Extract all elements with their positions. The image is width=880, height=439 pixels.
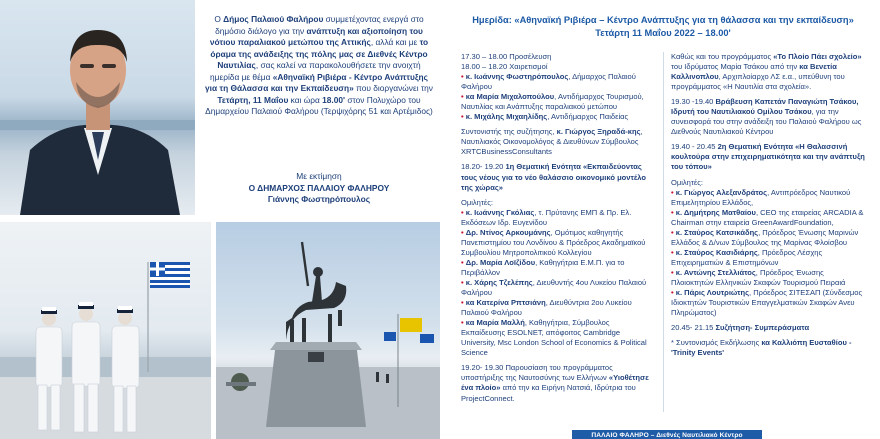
bullet-icon: • [671,187,674,197]
intro-paragraph: Ο Δήμος Παλαιού Φαλήρου συμμετέχοντας ενεργά στο δημόσιο διάλογο για την ανάπτυξη και αξιοποίηση του νότιου παραλιακού μετώπου της Αττικής, αλλά και με το όραμα της ανάδειξης της πόλης μας σε Διεθνές Κέντρο Ναυτιλίας, σας καλεί να παρακολουθήσετε την ανοιχτή ημερίδα με θέμα «Αθηναϊκή Ριβιέρα - Κέντρο Ανάπτυξης για τη Θάλασσα και την Εκπαίδευση» που διοργανώνει την Τετάρτη, 11 Μαΐου και ώρα 18.00' στον Πολυχώρο του Δημαρχείου Παλαιού Φαλήρου (Τερψιχόρης 51 και Αρτέμιδος) [205,14,433,117]
sailors-illustration [0,222,211,439]
statue-photo [216,222,440,439]
bullet-icon: • [671,247,674,257]
signature-block [204,171,434,206]
mayor-photo [0,0,195,215]
bullet-icon: • [671,227,674,237]
welcome-times: 17.30 – 18.00 Προσέλευση 18.00 – 18.20 Χαιρετισμοί • κ. Ιωάννης Φωστηρόπουλος, Δήμαρχος Παλαιού Φαλήρου • κα Μαρία Μιχαλοπούλου, Αντιδήμαρχος Τουρισμού, Ναυτιλίας και Ανάπτυξης παραλιακού μετώπου • κ. Μιχάλης Μιχαηλίδης, Αντιδήμαρχος Παιδείας [461,52,644,122]
session-1-speakers: Ομιλητές: • κ. Ιωάννης Γκόλιας, τ. Πρύτανης ΕΜΠ & Πρ. Ελ. Εκδόσεων Ιδρ. Ευγενίδου • Δρ. Ντίνος Αρκουμάνης, Ομότιμος καθηγητής Πανεπιστημίου του Λονδίνου & Πρόεδρος Ακαδημαϊκού Συμβουλίου Μητροπολιτικού Κολλεγίου • Δρ. Μαρία Λοϊζίδου, Καθηγήτρια Ε.Μ.Π. για το Περιβάλλον • κ. Χάρης Τζελέπης, Διευθυντής 4ου Λυκείου Παλαιού Φαλήρου • κα Κατερίνα Ρπτσιάνη, Διευθύντρια 2ου Λυκείου Παλαιού Φαλήρου • κα Μαρία Μαλλή, Καθηγήτρια, Σύμβουλος Εκπαίδευσης ESOLNET, απόφοιτος Cambridge University, Msc London School of Economics & Political Science [461,197,647,358]
event-header [446,14,880,40]
bullet-icon: • [461,227,464,237]
bullet-icon: • [461,318,464,328]
column-divider [663,52,664,412]
bullet-icon: • [461,298,464,308]
bullet-icon: • [461,257,464,267]
ship-school-paragraph: Καθώς και του προγράμματος «Το Πλοίο Πάει σχολείο» του Ιδρύματος Μαρία Τσάκου από την κα Βενετία Καλλινοπλου, Αρχιπλοίαρχο ΛΣ ε.α., υπεύθυνη του προγράμματος «Η Ναυτιλία στα σχολεία». [671,52,862,92]
event-date: Τετάρτη 11 Μαΐου 2022 – 18.00' [595,28,731,38]
signature-name: Γιάννης Φωστηρόπουλος [267,194,371,205]
mayor-portrait-illustration [0,0,195,215]
discussion-paragraph: 20.45- 21.15 Συζήτηση- Συμπεράσματα [671,323,810,333]
bullet-icon: • [461,72,464,82]
bullet-icon: • [671,207,674,217]
session-2-speakers: Ομιλητές: • κ. Γιώργος Αλεξανδράτος, Αντιπρόεδρος Ναυτικού Επιμελητηρίου Ελλάδος, • κ. Δημήτρης Ματθαίου, CEO της εταιρείας ARCADIA & Chairman στην εταιρεία GreenAwardFoundation, • κ. Σταύρος Κατσικάδης, Πρόεδρος Ένωσης Μαρινών Ελλάδος & Δ/νων Σύμβουλος της Μαρίνας Φλοίσβου • κ. Σταύρος Κασιδιάρης, Πρόεδρος Λέσχης Επιχειρηματιών & Επιστημόνων • κ. Αντώνης Στελλιάτος, Πρόεδρος Ένωσης Πλοιοκτητών Ελληνικών Σκαφών Τουρισμού Πειραιά • κ. Πάρις Λουτριώτης, Πρόεδρος ΣΙΤΕΣΑΠ (Σύνδεσμος Ιδιοκτητών Τουριστικών Επαγγελματικών Σκαφών Ανευ Πληρώματος) [671,177,864,318]
bullet-icon: • [671,267,674,277]
sailors-photo [0,222,211,439]
signature-title: Ο ΔΗΜΑΡΧΟΣ ΠΑΛΑΙΟΥ ΦΑΛΗΡΟΥ [248,182,390,193]
session-2-heading: 19.40 - 20.45 2η Θεματική Ενότητα «Η Θαλασσινή κουλτούρα στην επιχειρηματικότητα και την ανάπτυξη του τόπου» [671,142,865,172]
moderator-paragraph: Συντονιστής της συζήτησης, κ. Γιώργος Ξηραδά-κης, Ναυτιλιακός Οικονομολόγος & Διευθύνων Σύμβουλος XRTCBusinessConsultants [461,127,643,157]
signature-greeting: Με εκτίμηση [296,171,342,181]
bullet-icon: • [461,112,464,122]
statue-illustration [216,222,440,439]
coordination-paragraph: * Συντονισμός Εκδήλωσης κα Καλλιόπη Ευσταθίου - 'Trinity Events' [671,338,852,358]
bullet-icon: • [461,92,464,102]
award-paragraph: 19.30 -19.40 Βράβευση Καπετάν Παναγιώτη Τσάκου, Ιδρυτή του Ναυτιλιακού Ομίλου Τσάκου, για την συνεισφορά του στην ανάδειξη του Παλαιού Φαλήρου ως Διεθνούς Ναυτιλιακού Κέντρου [671,97,862,137]
footer-banner: ΠΑΛΑΙΟ ΦΑΛΗΡΟ – Διεθνές Ναυτιλιακό Κέντρο [572,430,762,439]
session-1-heading: 18.20- 19.20 1η Θεματική Ενότητα «Εκπαιδεύοντας τους νέους για το νέο θαλάσσιο οικονομικό μοντέλο της χώρας» [461,162,646,192]
adopt-ship-paragraph: 19.20- 19.30 Παρουσίαση του προγράμματος υποστήριξης της Ναυτοσύνης των Ελλήνων «Υιοθέτησε ένα πλοίο» από την κα Ειρήνη Νατσιά, Ιδρύτρια του ProjectConnect. [461,363,649,403]
event-title: Ημερίδα: «Αθηναϊκή Ριβιέρα – Κέντρο Ανάπτυξης για τη θάλασσα και την εκπαίδευση» [472,15,854,25]
program-column-right [671,52,867,363]
bullet-icon: • [461,207,464,217]
bullet-icon: • [671,288,674,298]
bullet-icon: • [461,277,464,287]
program-column-left [461,52,655,409]
